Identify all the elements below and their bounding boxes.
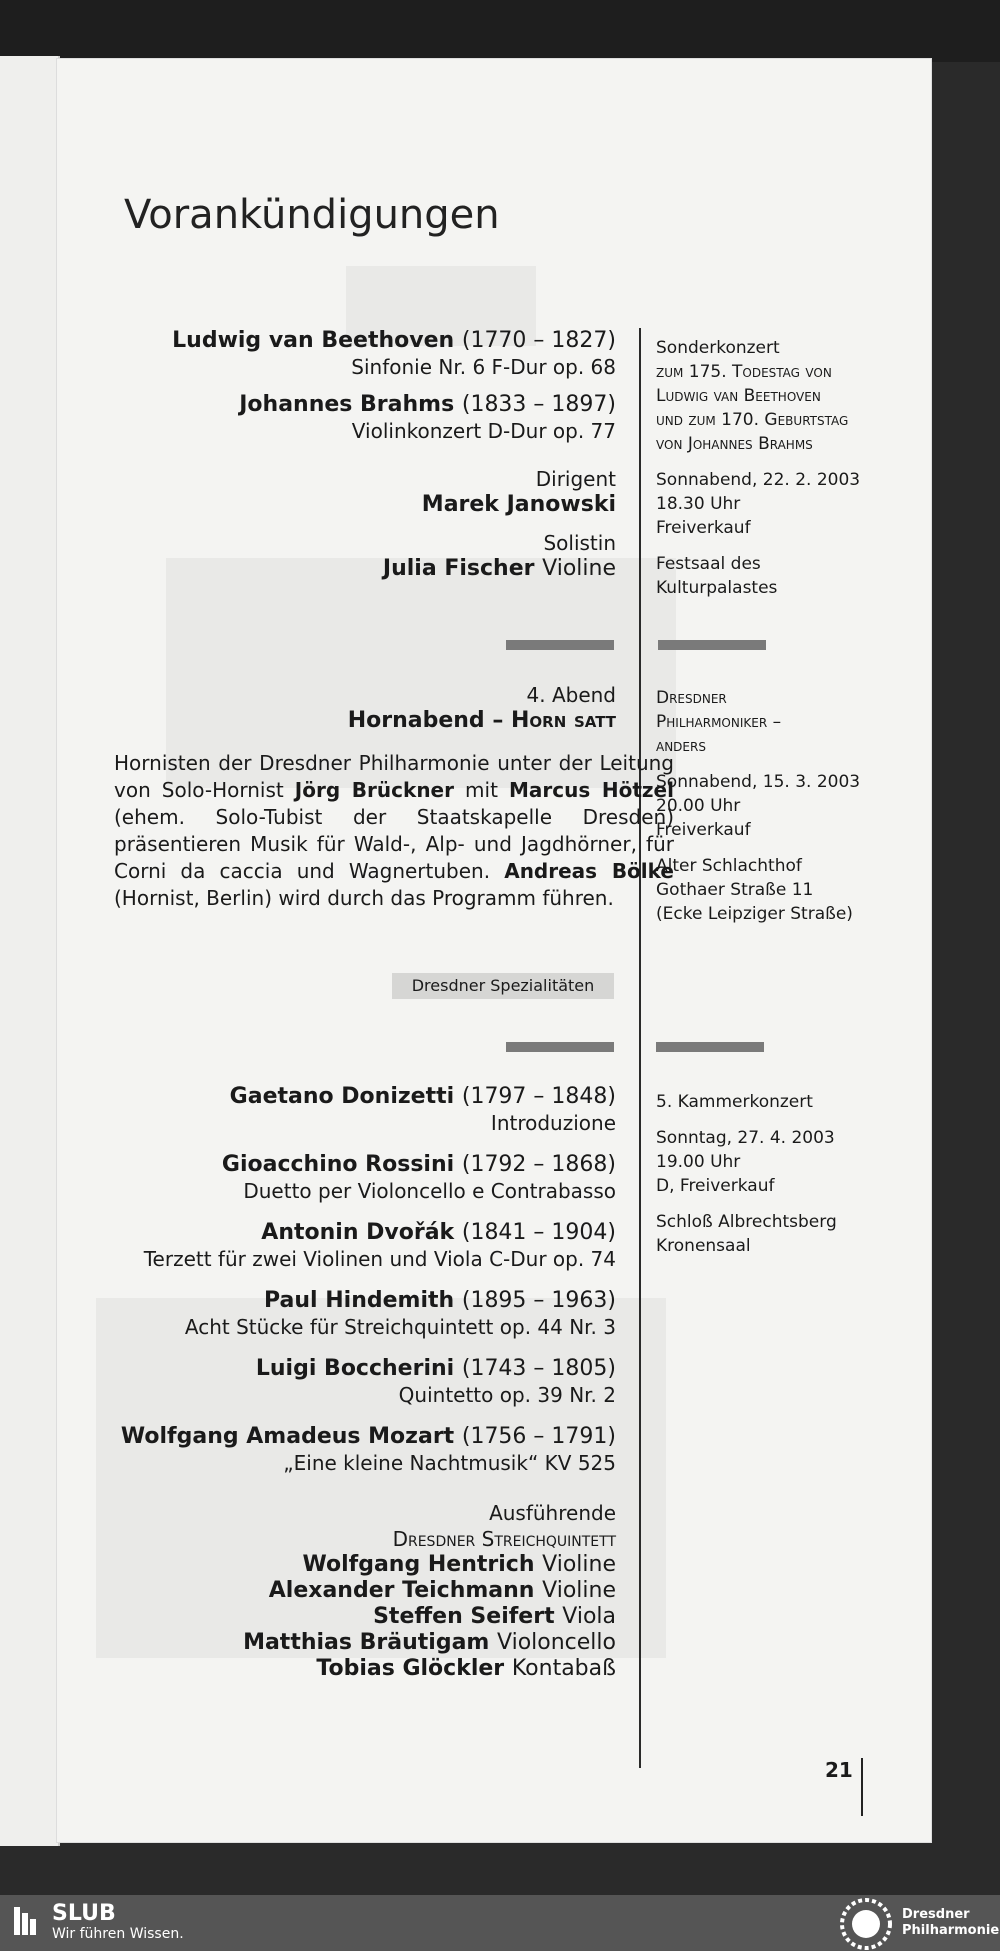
work-title: Duetto per Violoncello e Contrabasso xyxy=(243,1179,616,1203)
composer-name: Antonin Dvořák xyxy=(261,1220,455,1245)
work-title: Acht Stücke für Streichquintett op. 44 Nr. 3 xyxy=(184,1315,616,1339)
work-title: Quintetto op. 39 Nr. 2 xyxy=(398,1383,616,1407)
performer-name: Jörg Brückner xyxy=(294,778,454,802)
performer-name: Wolfgang Hentrich xyxy=(302,1552,535,1577)
concert-occasion-line: Ludwig van Beethoven xyxy=(656,386,821,406)
orchestra-logo-text xyxy=(902,1907,999,1939)
ticket-sale: D, Freiverkauf xyxy=(656,1176,775,1196)
separator-bar xyxy=(658,640,766,650)
work-composer-line xyxy=(56,392,616,418)
page-number-rule xyxy=(861,1758,863,1816)
work-title: Violinkonzert D-Dur op. 77 xyxy=(351,419,616,443)
composer-dates: (1895 – 1963) xyxy=(461,1288,616,1313)
soloist-label: Solistin xyxy=(543,531,616,555)
venue-line: Festsaal des xyxy=(656,554,761,574)
column-divider xyxy=(639,328,641,1768)
performer-line xyxy=(56,1578,616,1604)
ticket-sale: Freiverkauf xyxy=(656,518,751,538)
library-name: SLUB xyxy=(52,1901,116,1926)
composer-name: Ludwig van Beethoven xyxy=(172,328,455,353)
concert-title-main: Hornabend – xyxy=(347,708,504,733)
conductor-label: Dirigent xyxy=(535,467,616,491)
description-text: (ehem. Solo-Tubist der Staatskapelle Dresden) präsentieren Musik für Wald-, Alp- und Jagdhörner, für Corni da caccia und Wagnertuben. xyxy=(114,805,674,883)
work-title: „Eine kleine Nachtmusik“ KV 525 xyxy=(283,1451,616,1475)
work-composer-line xyxy=(56,328,616,354)
composer-name: Gaetano Donizetti xyxy=(229,1084,455,1109)
performer-instrument: Violine xyxy=(542,1578,616,1603)
conductor-name: Marek Janowski xyxy=(421,492,616,517)
document-page xyxy=(56,58,932,1843)
concert-type-line: anders xyxy=(656,736,706,756)
concert2-description xyxy=(114,750,674,912)
composer-name: Wolfgang Amadeus Mozart xyxy=(120,1424,455,1449)
description-text: Hornisten der Dresdner Philharmonie unter der Leitung von Solo-Hornist xyxy=(114,751,674,802)
concert-title xyxy=(56,708,616,734)
work-composer-line xyxy=(56,1424,616,1450)
concert-time: 18.30 Uhr xyxy=(656,494,741,514)
slub-logo-icon xyxy=(14,1907,36,1935)
description-text: (Hornist, Berlin) wird durch das Programm führen. xyxy=(114,886,614,910)
soloist-name: Julia Fischer xyxy=(382,556,535,581)
concert-occasion-line: von Johannes Brahms xyxy=(656,434,813,454)
performer-name: Matthias Bräutigam xyxy=(243,1630,490,1655)
orchestra-logo-line: Philharmonie xyxy=(902,1923,1000,1938)
composer-name: Luigi Boccherini xyxy=(255,1356,455,1381)
separator-bar xyxy=(506,1042,614,1052)
description-text: mit xyxy=(453,778,509,802)
performers-label: Ausführende xyxy=(489,1501,616,1525)
concert1-program xyxy=(56,328,616,582)
venue-line: Kronensaal xyxy=(656,1236,751,1256)
performer-name: Marcus Hötzel xyxy=(508,778,674,802)
composer-dates: (1797 – 1848) xyxy=(461,1084,616,1109)
venue-line: (Ecke Leipziger Straße) xyxy=(656,904,853,924)
work-title: Terzett für zwei Violinen und Viola C-Dur op. 74 xyxy=(143,1247,616,1271)
orchestra-logo-line: Dresdner xyxy=(902,1907,970,1922)
concert2-info xyxy=(656,686,926,926)
composer-dates: (1841 – 1904) xyxy=(461,1220,616,1245)
concert-time: 20.00 Uhr xyxy=(656,796,741,816)
ensemble-name: Dresdner Streichquintett xyxy=(392,1527,616,1551)
performer-instrument: Violoncello xyxy=(497,1630,616,1655)
performer-instrument: Violine xyxy=(542,1552,616,1577)
performer-line xyxy=(56,1604,616,1630)
work-composer-line xyxy=(56,1288,616,1314)
separator-bar xyxy=(506,640,614,650)
work-composer-line xyxy=(56,1152,616,1178)
composer-dates: (1756 – 1791) xyxy=(461,1424,616,1449)
venue-line: Schloß Albrechtsberg xyxy=(656,1212,837,1232)
work-composer-line xyxy=(56,1220,616,1246)
performer-name: Alexander Teichmann xyxy=(268,1578,535,1603)
concert1-info xyxy=(656,336,926,600)
evening-number: 4. Abend xyxy=(526,683,616,707)
concert-type-line: Dresdner xyxy=(656,688,727,708)
performer-name: Tobias Glöckler xyxy=(316,1656,505,1681)
composer-name: Gioacchino Rossini xyxy=(221,1152,455,1177)
series-tag: Dresdner Spezialitäten xyxy=(392,973,614,999)
concert-type: Sonderkonzert xyxy=(656,338,780,358)
composer-dates: (1792 – 1868) xyxy=(461,1152,616,1177)
concert-occasion-line: und zum 170. Geburtstag xyxy=(656,410,849,430)
performer-name: Steffen Seifert xyxy=(373,1604,555,1629)
soloist-line xyxy=(56,556,616,582)
performer-name: Andreas Bölke xyxy=(504,859,674,883)
page-title: Vorankündigungen xyxy=(124,192,500,238)
page-number: 21 xyxy=(825,1758,853,1782)
ticket-sale: Freiverkauf xyxy=(656,820,751,840)
performer-line xyxy=(56,1656,616,1682)
performer-line xyxy=(56,1552,616,1578)
scan-frame xyxy=(0,0,1000,62)
orchestra-logo-icon xyxy=(840,1898,892,1950)
venue-line: Kulturpalastes xyxy=(656,578,778,598)
concert-date: Sonnabend, 22. 2. 2003 xyxy=(656,470,861,490)
concert-time: 19.00 Uhr xyxy=(656,1152,741,1172)
composer-dates: (1770 – 1827) xyxy=(461,328,616,353)
separator-bar xyxy=(656,1042,764,1052)
performer-instrument: Viola xyxy=(562,1604,616,1629)
concert-type-line: Philharmoniker – xyxy=(656,712,782,732)
concert-title-sc: Horn satt xyxy=(511,708,616,733)
work-title: Sinfonie Nr. 6 F-Dur op. 68 xyxy=(351,355,616,379)
soloist-instrument: Violine xyxy=(542,556,616,581)
performer-line xyxy=(56,1630,616,1656)
concert-type: 5. Kammerkonzert xyxy=(656,1092,813,1112)
composer-dates: (1833 – 1897) xyxy=(461,392,616,417)
venue-line: Gothaer Straße 11 xyxy=(656,880,814,900)
work-title: Introduzione xyxy=(490,1111,616,1135)
concert2-heading xyxy=(56,682,616,734)
concert-date: Sonnabend, 15. 3. 2003 xyxy=(656,772,861,792)
concert3-info xyxy=(656,1090,926,1258)
venue-line: Alter Schlachthof xyxy=(656,856,802,876)
work-composer-line xyxy=(56,1356,616,1382)
composer-dates: (1743 – 1805) xyxy=(461,1356,616,1381)
concert3-program xyxy=(56,1084,616,1682)
previous-page-edge xyxy=(0,56,60,1846)
work-composer-line xyxy=(56,1084,616,1110)
concert-occasion-line: zum 175. Todestag von xyxy=(656,362,832,382)
composer-name: Paul Hindemith xyxy=(264,1288,455,1313)
composer-name: Johannes Brahms xyxy=(239,392,455,417)
concert-date: Sonntag, 27. 4. 2003 xyxy=(656,1128,835,1148)
library-tagline: Wir führen Wissen. xyxy=(52,1926,184,1942)
performer-instrument: Kontabaß xyxy=(511,1656,616,1681)
